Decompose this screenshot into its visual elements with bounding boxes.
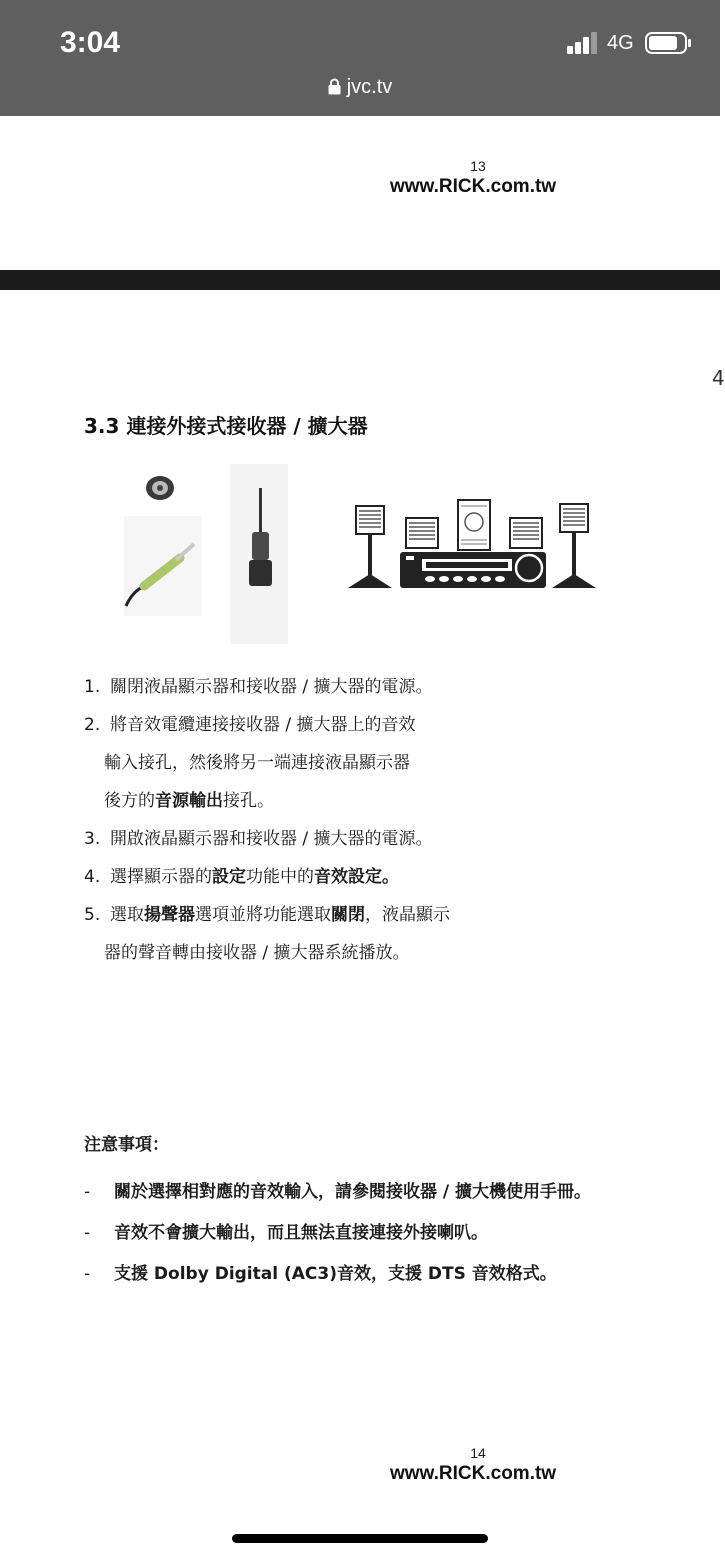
step-3: 3. 開啟液晶顯示器和接收器 / 擴大器的電源。 — [84, 829, 433, 849]
address-bar[interactable] — [0, 76, 720, 99]
url-text: jvc.tv — [346, 76, 393, 98]
step-2: 2. 將音效電纜連接接收器 / 擴大器上的音效 — [84, 715, 416, 735]
clock-time: 3:04 — [60, 26, 121, 59]
page-13-footer — [390, 158, 590, 198]
step-4: 4. 選擇顯示器的設定功能中的音效設定。 — [84, 867, 399, 887]
edge-glyph: 4 — [712, 366, 725, 390]
status-bar — [0, 0, 720, 116]
step-5: 5. 選取揚聲器選項並將功能選取關閉，液晶顯示 — [84, 905, 450, 925]
page-14-footer — [390, 1445, 590, 1485]
step-2-line-3: 後方的音源輸出接孔。 — [104, 791, 274, 811]
page-number: 13 — [470, 158, 486, 174]
optical-cable-icon — [124, 516, 202, 616]
step-1: 1. 關閉液晶顯示器和接收器 / 擴大器的電源。 — [84, 677, 433, 697]
notes-list — [84, 1172, 684, 1295]
step-2-line-2: 輸入接孔，然後將另一端連接液晶顯示器 — [104, 753, 410, 773]
cellular-signal-icon — [567, 32, 601, 54]
note-item: - 音效不會擴大輸出，而且無法直接連接外接喇叭。 — [84, 1223, 488, 1243]
optical-jack-icon — [146, 476, 174, 500]
home-indicator[interactable] — [232, 1534, 488, 1543]
page-number: 14 — [470, 1445, 486, 1461]
lock-icon — [328, 78, 341, 95]
note-item: - 支援 Dolby Digital (AC3)音效，支援 DTS 音效格式。 — [84, 1264, 557, 1284]
note-item: - 關於選擇相對應的音效輸入，請參閱接收器 / 擴大機使用手冊。 — [84, 1182, 592, 1202]
home-theater-icon — [348, 500, 596, 588]
battery-icon — [645, 32, 691, 54]
section-title: 3.3 連接外接式接收器 / 擴大器 — [84, 414, 368, 438]
audio-plug-icon — [230, 464, 288, 644]
site-url: www.RICK.com.tw — [390, 1463, 557, 1484]
connection-illustration — [118, 464, 608, 644]
notes-heading: 注意事項： — [84, 1135, 169, 1155]
instruction-steps — [84, 668, 644, 972]
site-url: www.RICK.com.tw — [390, 176, 557, 197]
step-5-line-2: 器的聲音轉由接收器 / 擴大器系統播放。 — [104, 943, 410, 963]
page-divider — [0, 270, 720, 290]
network-type: 4G — [607, 32, 634, 54]
